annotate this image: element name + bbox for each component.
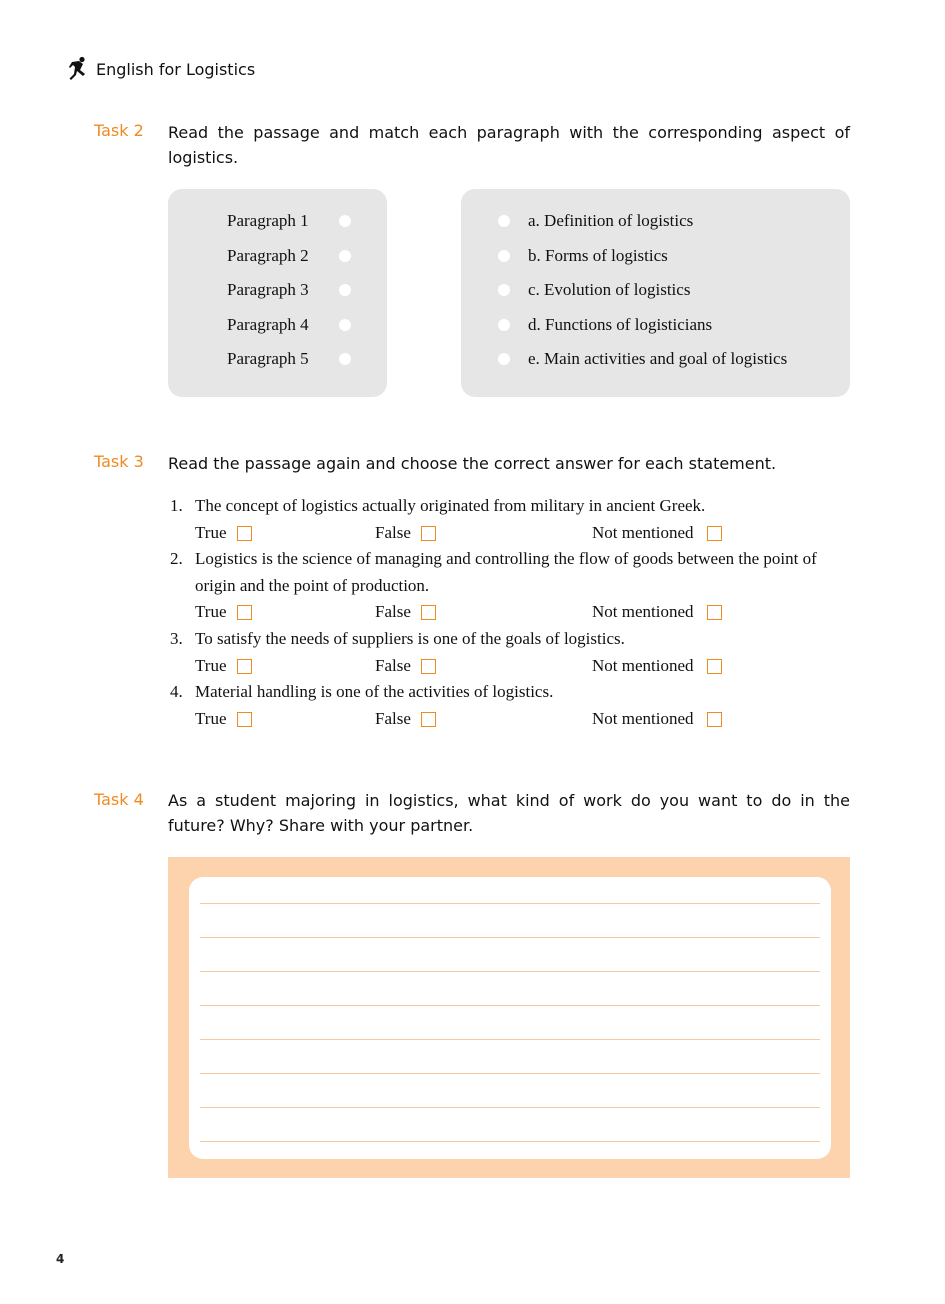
aspect-row xyxy=(498,280,690,300)
question-text: origin and the point of production. xyxy=(195,576,430,595)
choice-true[interactable] xyxy=(195,709,252,729)
match-dot[interactable] xyxy=(339,250,351,262)
task4-label: Task 4 xyxy=(94,790,144,809)
writing-line xyxy=(200,937,820,938)
choice-true[interactable] xyxy=(195,656,252,676)
checkbox[interactable] xyxy=(707,659,722,674)
match-dot[interactable] xyxy=(498,353,510,365)
aspect-row xyxy=(498,211,693,231)
writing-line xyxy=(200,1141,820,1142)
choice-label: True xyxy=(195,709,227,728)
paragraph-label: Paragraph 1 xyxy=(227,211,309,230)
aspect-label: d. Functions of logisticians xyxy=(528,315,713,334)
page-header xyxy=(68,56,255,82)
aspect-label: b. Forms of logistics xyxy=(528,246,668,265)
checkbox[interactable] xyxy=(707,605,722,620)
question-number: 2. xyxy=(170,549,183,568)
choice-not-mentioned[interactable] xyxy=(592,602,722,622)
writing-line xyxy=(200,1073,820,1074)
checkbox[interactable] xyxy=(707,526,722,541)
page-number: 4 xyxy=(56,1252,65,1266)
checkbox[interactable] xyxy=(237,659,252,674)
paragraph-row xyxy=(227,349,351,369)
checkbox[interactable] xyxy=(421,712,436,727)
checkbox[interactable] xyxy=(421,526,436,541)
question-text: Logistics is the science of managing and controlling the flow of goods between the point of xyxy=(195,549,817,568)
match-dot[interactable] xyxy=(339,353,351,365)
match-dot[interactable] xyxy=(339,319,351,331)
checkbox[interactable] xyxy=(707,712,722,727)
choice-label: True xyxy=(195,602,227,621)
match-dot[interactable] xyxy=(498,215,510,227)
answer-area-frame xyxy=(168,857,850,1178)
writing-line xyxy=(200,971,820,972)
choice-label: False xyxy=(375,656,411,675)
choice-label: False xyxy=(375,602,411,621)
choice-true[interactable] xyxy=(195,602,252,622)
choice-label: Not mentioned xyxy=(592,709,694,728)
aspect-row xyxy=(498,315,712,335)
choice-false[interactable] xyxy=(375,523,436,543)
task4-instruction: As a student majoring in logistics, what kind of work do you want to do in the future? Why? Share with your partner. xyxy=(168,791,850,835)
aspect-label: c. Evolution of logistics xyxy=(528,280,691,299)
paragraph-label: Paragraph 5 xyxy=(227,349,309,368)
aspect-label: e. Main activities and goal of logistics xyxy=(528,349,788,368)
question-number: 1. xyxy=(170,496,183,515)
writing-line xyxy=(200,903,820,904)
paragraph-label: Paragraph 2 xyxy=(227,246,309,265)
question-text: Material handling is one of the activities of logistics. xyxy=(195,682,554,701)
writing-line xyxy=(200,1107,820,1108)
checkbox[interactable] xyxy=(421,659,436,674)
choice-false[interactable] xyxy=(375,602,436,622)
choice-not-mentioned[interactable] xyxy=(592,656,722,676)
question-number: 4. xyxy=(170,682,183,701)
running-person-icon xyxy=(68,56,90,82)
writing-line xyxy=(200,1039,820,1040)
task3-label: Task 3 xyxy=(94,452,144,471)
match-dot[interactable] xyxy=(498,250,510,262)
task2-instruction: Read the passage and match each paragraph with the corresponding aspect of logistics. xyxy=(168,123,850,167)
checkbox[interactable] xyxy=(421,605,436,620)
choice-label: Not mentioned xyxy=(592,656,694,675)
choice-label: Not mentioned xyxy=(592,523,694,542)
match-dot[interactable] xyxy=(498,319,510,331)
match-dot[interactable] xyxy=(498,284,510,296)
paragraph-list-box xyxy=(168,189,387,397)
question-number: 3. xyxy=(170,629,183,648)
match-dot[interactable] xyxy=(339,215,351,227)
choice-not-mentioned[interactable] xyxy=(592,523,722,543)
choice-label: True xyxy=(195,656,227,675)
choice-label: Not mentioned xyxy=(592,602,694,621)
answer-writing-area[interactable] xyxy=(189,877,831,1159)
choice-false[interactable] xyxy=(375,709,436,729)
choice-label: True xyxy=(195,523,227,542)
choice-label: False xyxy=(375,523,411,542)
writing-line xyxy=(200,1005,820,1006)
paragraph-label: Paragraph 4 xyxy=(227,315,309,334)
choice-label: False xyxy=(375,709,411,728)
checkbox[interactable] xyxy=(237,605,252,620)
paragraph-row xyxy=(227,211,351,231)
question-text: To satisfy the needs of suppliers is one of the goals of logistics. xyxy=(195,629,625,648)
paragraph-row xyxy=(227,246,351,266)
aspect-row xyxy=(498,246,668,266)
paragraph-label: Paragraph 3 xyxy=(227,280,309,299)
checkbox[interactable] xyxy=(237,526,252,541)
question-text: The concept of logistics actually originated from military in ancient Greek. xyxy=(195,496,706,515)
checkbox[interactable] xyxy=(237,712,252,727)
aspect-row xyxy=(498,349,787,369)
task3-instruction: Read the passage again and choose the correct answer for each statement. xyxy=(168,454,777,473)
paragraph-row xyxy=(227,280,351,300)
book-title: English for Logistics xyxy=(96,59,256,79)
choice-true[interactable] xyxy=(195,523,252,543)
aspect-label: a. Definition of logistics xyxy=(528,211,694,230)
paragraph-row xyxy=(227,315,351,335)
choice-false[interactable] xyxy=(375,656,436,676)
task2-label: Task 2 xyxy=(94,121,144,140)
choice-not-mentioned[interactable] xyxy=(592,709,722,729)
aspect-list-box xyxy=(461,189,850,397)
match-dot[interactable] xyxy=(339,284,351,296)
